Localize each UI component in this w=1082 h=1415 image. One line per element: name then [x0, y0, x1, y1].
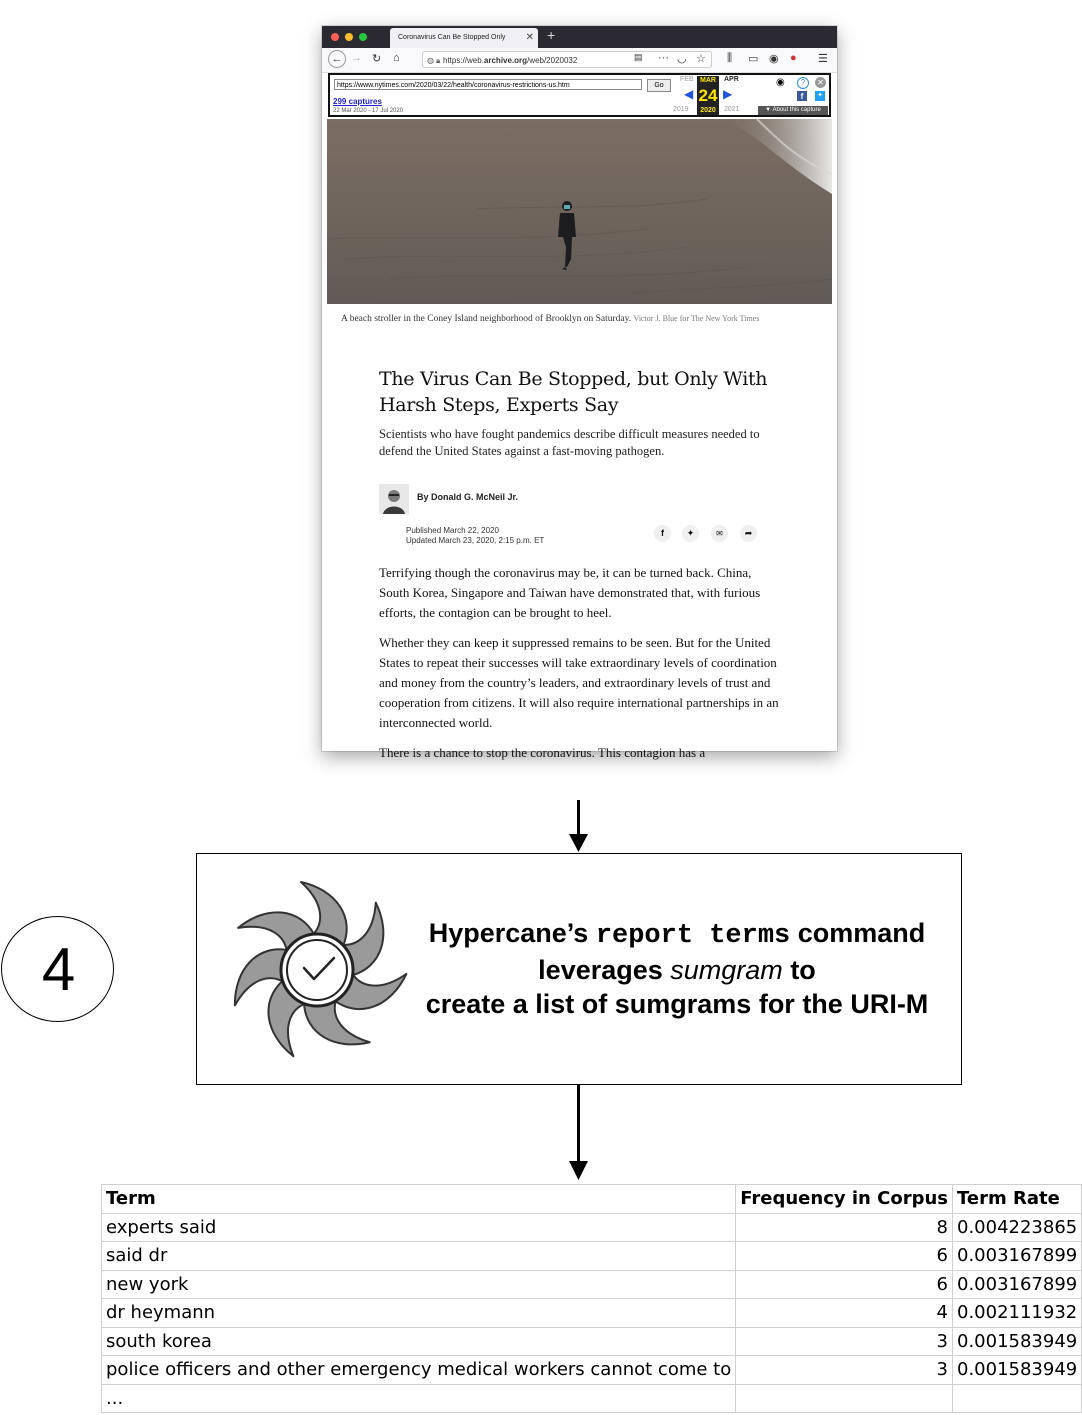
facebook-icon[interactable]: f — [797, 91, 807, 101]
author-name[interactable]: Donald G. McNeil Jr. — [431, 492, 519, 502]
command-line-3: create a list of sumgrams for the URI-M — [425, 989, 929, 1019]
month-current: MAR — [697, 76, 719, 86]
article-paragraph-2: Whether they can keep it suppressed remains to be seen. But for the United States to repeat their successes will take extraordinary levels of coordination and money from the country’s leaders, and extraordinary levels of trust and cooperation from citizens. It will also require international partnerships in an interconnected world. — [379, 635, 779, 730]
term-rate-cell: 0.002111932 — [953, 1299, 1082, 1328]
close-tab-icon[interactable]: ✕ — [525, 32, 534, 43]
header-term-rate: Term Rate — [953, 1185, 1082, 1214]
command-text-b: command — [790, 918, 926, 948]
table-row — [102, 1299, 1082, 1328]
table-row — [102, 1242, 1082, 1271]
term-rate-cell: 0.004223865 — [953, 1213, 1082, 1242]
bookmark-star-icon[interactable]: ☆ — [696, 53, 706, 65]
caption-text: A beach stroller in the Coney Island neighborhood of Brooklyn on Saturday. — [341, 314, 632, 324]
wayback-go-button[interactable]: Go — [647, 79, 671, 92]
updated-date: Updated March 23, 2020, 2:15 p.m. ET — [406, 536, 545, 545]
more-actions-icon[interactable]: ··· — [658, 52, 669, 64]
menu-icon[interactable]: ☰ — [818, 53, 828, 65]
beach-photo-image — [327, 119, 832, 304]
lock-icon: 🔒︎ — [436, 56, 441, 65]
prev-capture-arrow-icon[interactable]: ◀ — [684, 87, 694, 101]
step-number: 4 — [41, 936, 76, 1003]
photo-credit: Victor J. Blue for The New York Times — [633, 314, 760, 323]
navigation-bar — [322, 48, 837, 73]
command-line-1 — [407, 916, 947, 953]
hypercane-logo-icon — [219, 872, 415, 1068]
frequency-cell — [736, 1384, 953, 1413]
article-paragraph-1: Terrifying though the coronavirus may be, it can be turned back. China, South Korea, Singapore and Taiwan have demonstrated that, with furious efforts, the contagion can be brought to heel. — [379, 565, 761, 620]
back-icon[interactable]: ← — [328, 50, 346, 68]
frequency-cell: 8 — [736, 1213, 953, 1242]
term-rate-cell: 0.001583949 — [953, 1327, 1082, 1356]
published-date: Published March 22, 2020 — [406, 526, 499, 535]
pocket-icon[interactable]: ◡ — [677, 53, 687, 65]
new-tab-icon[interactable]: + — [547, 27, 556, 43]
tab-bar — [322, 26, 837, 48]
article-summary: Scientists who have fought pandemics describe difficult measures needed to defend the United States against a fast-moving pathogen. — [379, 427, 760, 458]
close-window-dot[interactable] — [331, 33, 339, 41]
term-cell: dr heymann — [102, 1299, 736, 1328]
sidebar-icon[interactable]: ▭ — [748, 53, 759, 65]
leverages-text: leverages — [538, 955, 671, 985]
term-rate-cell — [953, 1384, 1082, 1413]
term-rate-cell: 0.003167899 — [953, 1242, 1082, 1271]
article-paragraph-3: There is a chance to stop the coronavirus. This contagion has a — [379, 745, 706, 760]
reload-icon[interactable]: ↻ — [372, 53, 382, 65]
term-cell: said dr — [102, 1242, 736, 1271]
zoom-window-dot[interactable] — [359, 33, 367, 41]
article-headline: The Virus Can Be Stopped, but Only With Harsh Steps, Experts Say — [379, 368, 768, 416]
arrow-head-2 — [569, 1161, 588, 1180]
sumgram-table — [101, 1184, 1082, 1413]
forward-icon[interactable]: → — [351, 52, 362, 64]
term-cell: police officers and other emergency medical workers cannot come to — [102, 1356, 736, 1385]
arrow-to-table — [577, 1085, 580, 1165]
url-before: https://web. — [443, 56, 484, 65]
command-line-2 — [407, 953, 947, 987]
year-next[interactable]: 2021 — [724, 106, 740, 113]
extension-icon[interactable]: ● — [790, 52, 797, 64]
user-icon[interactable]: ◉ — [776, 77, 785, 88]
url-after: /web/2020032 — [527, 56, 578, 65]
table-row — [102, 1356, 1082, 1385]
term-cell: experts said — [102, 1213, 736, 1242]
capture-date-range: 22 Mar 2020 - 17 Jul 2020 — [333, 108, 404, 114]
author-avatar — [379, 484, 409, 514]
share-arrow-icon[interactable]: ➦ — [740, 525, 757, 542]
table-row — [102, 1213, 1082, 1242]
url-domain: archive.org — [483, 56, 528, 65]
year-prev[interactable]: 2019 — [673, 106, 689, 113]
article-photo — [327, 119, 832, 304]
term-cell: south korea — [102, 1327, 736, 1356]
home-icon[interactable]: ⌂ — [393, 52, 400, 64]
table-header-row — [102, 1185, 1082, 1214]
byline-prefix: By — [417, 492, 432, 502]
facebook-share-icon[interactable]: f — [654, 525, 671, 542]
step-indicator — [1, 916, 114, 1022]
table-row — [102, 1384, 1082, 1413]
to-text: to — [782, 955, 816, 985]
minimize-window-dot[interactable] — [345, 33, 353, 41]
month-prev[interactable]: FEB — [680, 76, 694, 83]
captures-link[interactable]: 299 captures — [333, 97, 382, 106]
article-dates — [406, 526, 544, 546]
table-row — [102, 1327, 1082, 1356]
capture-day: 24 — [698, 86, 718, 105]
browser-window — [322, 26, 837, 760]
month-next[interactable]: APR — [724, 76, 739, 83]
term-cell: new york — [102, 1270, 736, 1299]
table-row — [102, 1270, 1082, 1299]
reader-view-icon[interactable]: ▤ — [634, 52, 643, 62]
command-text-a: Hypercane’s — [428, 918, 596, 948]
arrow-to-command-box — [577, 800, 580, 838]
command-description — [407, 916, 947, 1021]
command-code: report terms — [595, 921, 791, 951]
frequency-cell: 4 — [736, 1299, 953, 1328]
close-toolbar-icon[interactable]: ✕ — [815, 77, 826, 88]
frequency-cell: 6 — [736, 1242, 953, 1271]
twitter-share-icon[interactable]: ✦ — [682, 525, 699, 542]
sumgram-text: sumgram — [670, 955, 783, 985]
arrow-head-1 — [569, 834, 588, 852]
help-icon[interactable]: ? — [797, 77, 809, 89]
browser-tab[interactable] — [390, 28, 538, 48]
term-rate-cell: 0.001583949 — [953, 1356, 1082, 1385]
command-box — [196, 853, 962, 1085]
about-capture-button[interactable]: ▼ About this capture — [758, 106, 828, 115]
frequency-cell: 6 — [736, 1270, 953, 1299]
header-term: Term — [102, 1185, 736, 1214]
year-current: 2020 — [697, 106, 719, 115]
next-capture-arrow-icon[interactable]: ▶ — [723, 87, 733, 101]
wayback-url-input[interactable]: https://www.nytimes.com/2020/03/22/health/coronavirus-restrictions-us.htm — [334, 79, 642, 90]
account-icon[interactable]: ◉ — [769, 53, 779, 65]
email-share-icon[interactable]: ✉ — [711, 525, 728, 542]
tab-title: Coronavirus Can Be Stopped Only — [398, 34, 506, 41]
library-icon[interactable]: ⫼ — [727, 52, 733, 64]
shield-icon: ◍ — [427, 56, 434, 65]
twitter-icon[interactable]: ✦ — [815, 91, 825, 101]
frequency-cell: 3 — [736, 1327, 953, 1356]
wayback-toolbar — [328, 73, 831, 117]
term-cell: ... — [102, 1384, 736, 1413]
photo-caption — [341, 312, 811, 326]
term-rate-cell: 0.003167899 — [953, 1270, 1082, 1299]
frequency-cell: 3 — [736, 1356, 953, 1385]
article-byline — [417, 492, 518, 502]
header-frequency: Frequency in Corpus — [736, 1185, 953, 1214]
